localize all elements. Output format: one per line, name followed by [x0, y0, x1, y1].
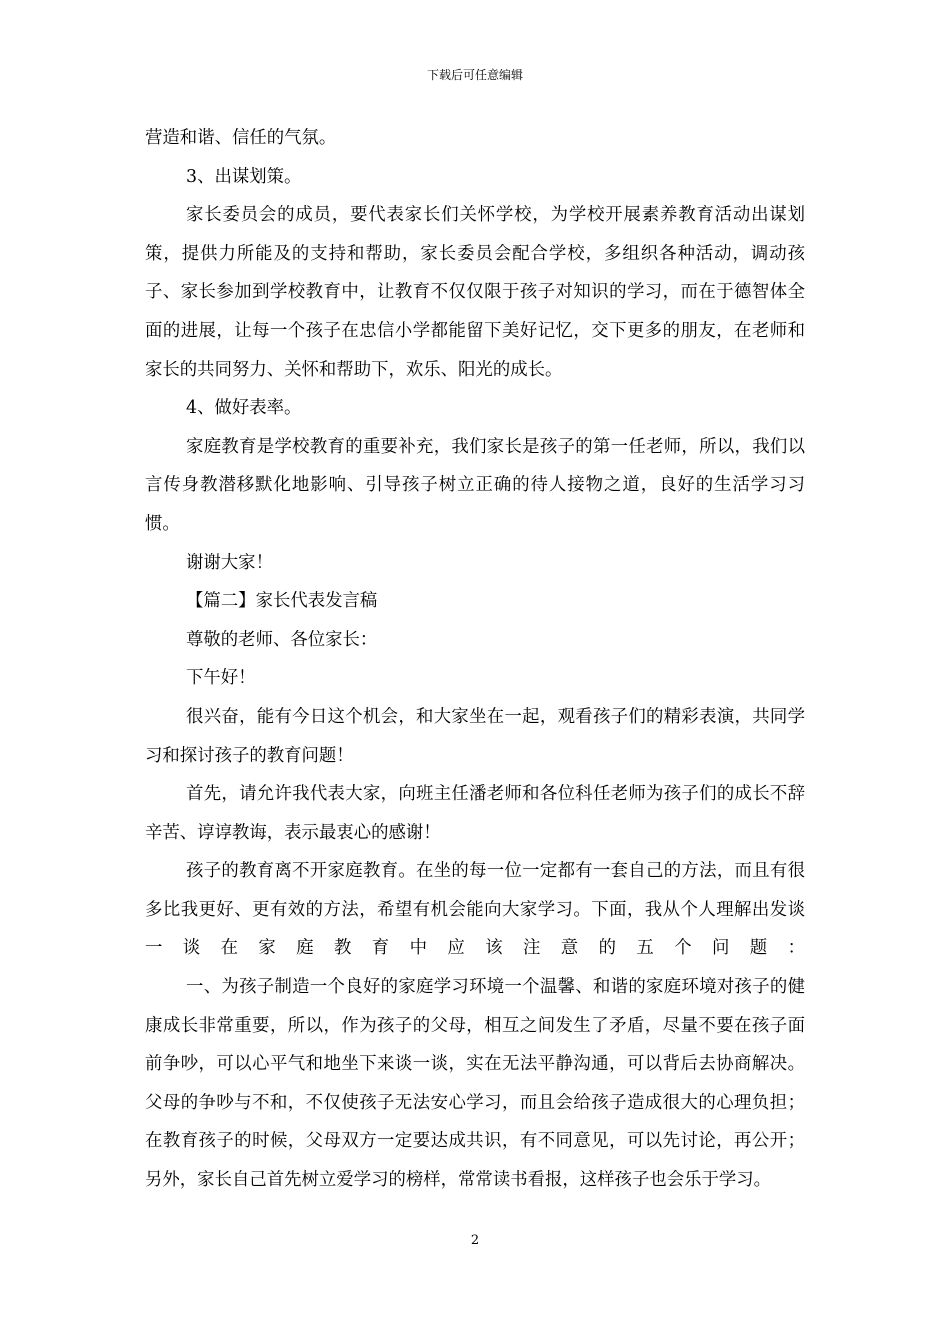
- paragraph: 一、为孩子制造一个良好的家庭学习环境一个温馨、和谐的家庭环境对孩子的健康成长非常重要，所以，作为孩子的父母，相互之间发生了矛盾，尽量不要在孩子面前争吵，可以心平气和地坐下来谈一谈，实在无法平静沟通，可以背后去协商解决。父母的争吵与不和，不仅使孩子无法安心学习，而且会给孩子造成很大的心理负担；在教育孩子的时候，父母双方一定要达成共识，有不同意见，可以先讨论，再公开；另外，家长自己首先树立爱学习的榜样，常常读书看报，这样孩子也会乐于学习。: [145, 977, 805, 1191]
- page-number: 2: [470, 1233, 480, 1248]
- paragraph: 首先，请允许我代表大家，向班主任潘老师和各位科任老师为孩子们的成长不辞辛苦、谆谆教诲，表示最衷心的感谢！: [145, 784, 805, 843]
- paragraph: 尊敬的老师、各位家长：: [186, 629, 378, 650]
- paragraph: 4、做好表率。: [186, 398, 302, 419]
- paragraph: 3、出谋划策。: [186, 166, 302, 187]
- paragraph: 家长委员会的成员，要代表家长们关怀学校，为学校开展素养教育活动出谋划策，提供力所能及的支持和帮助，家长委员会配合学校，多组织各种活动，调动孩子、家长参加到学校教育中，让教育不仅仅限于孩子对知识的学习，而在于德智体全面的进展，让每一个孩子在忠信小学都能留下美好记忆，交下更多的朋友，在老师和家长的共同努力、关怀和帮助下，欢乐、阳光的成长。: [145, 205, 805, 380]
- page-header: 下载后可任意编辑: [426, 68, 523, 82]
- document-body: [145, 119, 805, 1200]
- paragraph: 很兴奋，能有今日这个机会，和大家坐在一起，观看孩子们的精彩表演，共同学习和探讨孩子的教育问题！: [145, 706, 805, 766]
- paragraph: 家庭教育是学校教育的重要补充，我们家长是孩子的第一任老师，所以，我们以言传身教潜移默化地影响、引导孩子树立正确的待人接物之道，良好的生活学习习惯。: [145, 436, 805, 534]
- paragraph: 【篇二】家长代表发言稿: [186, 591, 378, 612]
- paragraph: 孩子的教育离不开家庭教育。在坐的每一位一定都有一套自己的方法，而且有很多比我更好、更有效的方法，希望有机会能向大家学习。下面，我从个人理解出发谈一谈在家庭教育中应该注意的五个问题：: [145, 861, 805, 959]
- paragraph: 营造和谐、信任的气氛。: [145, 128, 337, 148]
- paragraph: 谢谢大家！: [186, 552, 273, 573]
- paragraph: 下午好！: [186, 668, 256, 689]
